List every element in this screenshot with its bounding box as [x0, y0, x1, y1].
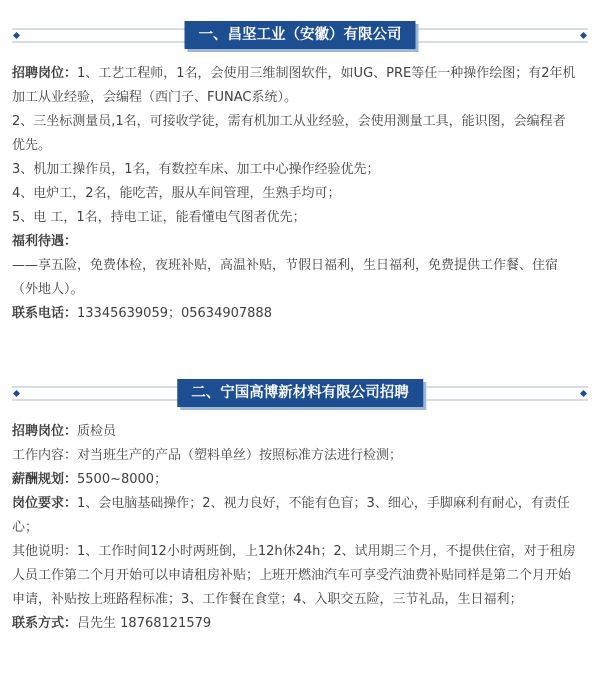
diamond-icon [580, 390, 587, 397]
recruit-line5: 5、电 工，1名，持电工证，能看懂电气图者优先； [12, 210, 306, 225]
recruit-line1: 招聘岗位：1、工艺工程师，1名，会使用三维制图软件，如UG、PRE等任一种操作绘图；有2年机加工从业经验，会编程（西门子、FUNAC系统）。 [12, 66, 576, 105]
welfare-label: 福利待遇： [12, 234, 78, 249]
salary-line: 薪酬规划：5500~8000； [12, 472, 168, 487]
recruit-line2: 2、三坐标测量员,1名，可接收学徒，需有机加工从业经验，会使用测量工具，能识图，会编程者优先。 [12, 114, 566, 153]
phone-number: 13345639059；05634907888 [77, 306, 272, 321]
section1-header [12, 16, 588, 56]
welfare-text: ——享五险，免费体检，夜班补贴，高温补贴，节假日福利，生日福利，免费提供工作餐、住宿（外地人）。 [12, 258, 559, 297]
section1-body [12, 62, 578, 326]
contact-line: 联系方式：吕先生 18768121579 [12, 616, 212, 631]
section2-header [12, 374, 588, 414]
contact-value: 吕先生 18768121579 [77, 616, 212, 631]
requirement-line: 岗位要求：1、会电脑基础操作；2、视力良好，不能有色盲；3、细心，手脚麻利有耐心，有责任心； [12, 496, 570, 535]
diamond-icon [13, 32, 20, 39]
section1-title: 一、昌坚工业（安徽）有限公司 [185, 21, 416, 49]
recruit-line3: 3、机加工操作员，1名，有数控车床、加工中心操作经验优先； [12, 162, 380, 177]
section2-title: 二、宁国高博新材料有限公司招聘 [177, 379, 423, 407]
diamond-icon [13, 390, 20, 397]
phone-line: 联系电话：13345639059；05634907888 [12, 306, 272, 321]
content-line: 工作内容：对当班生产的产品（塑料单丝）按照标准方法进行检测； [12, 448, 403, 463]
diamond-icon [580, 32, 587, 39]
other-line: 其他说明：1、工作时间12小时两班倒，上12h休24h；2、试用期三个月，不提供住宿，对于租房人员工作第二个月开始可以申请租房补贴；上班开燃油汽车可享受汽油费补贴同样是第二个月开始申请，补贴按上班路程标准；3、工作餐在食堂；4、入职交五险，三节礼品，生日福利； [12, 544, 576, 607]
recruit-line4: 4、电炉工，2名，能吃苦，服从车间管理，生熟手均可； [12, 186, 341, 201]
recruit-line: 招聘岗位：质检员 [12, 424, 117, 439]
section2-body [12, 420, 578, 636]
